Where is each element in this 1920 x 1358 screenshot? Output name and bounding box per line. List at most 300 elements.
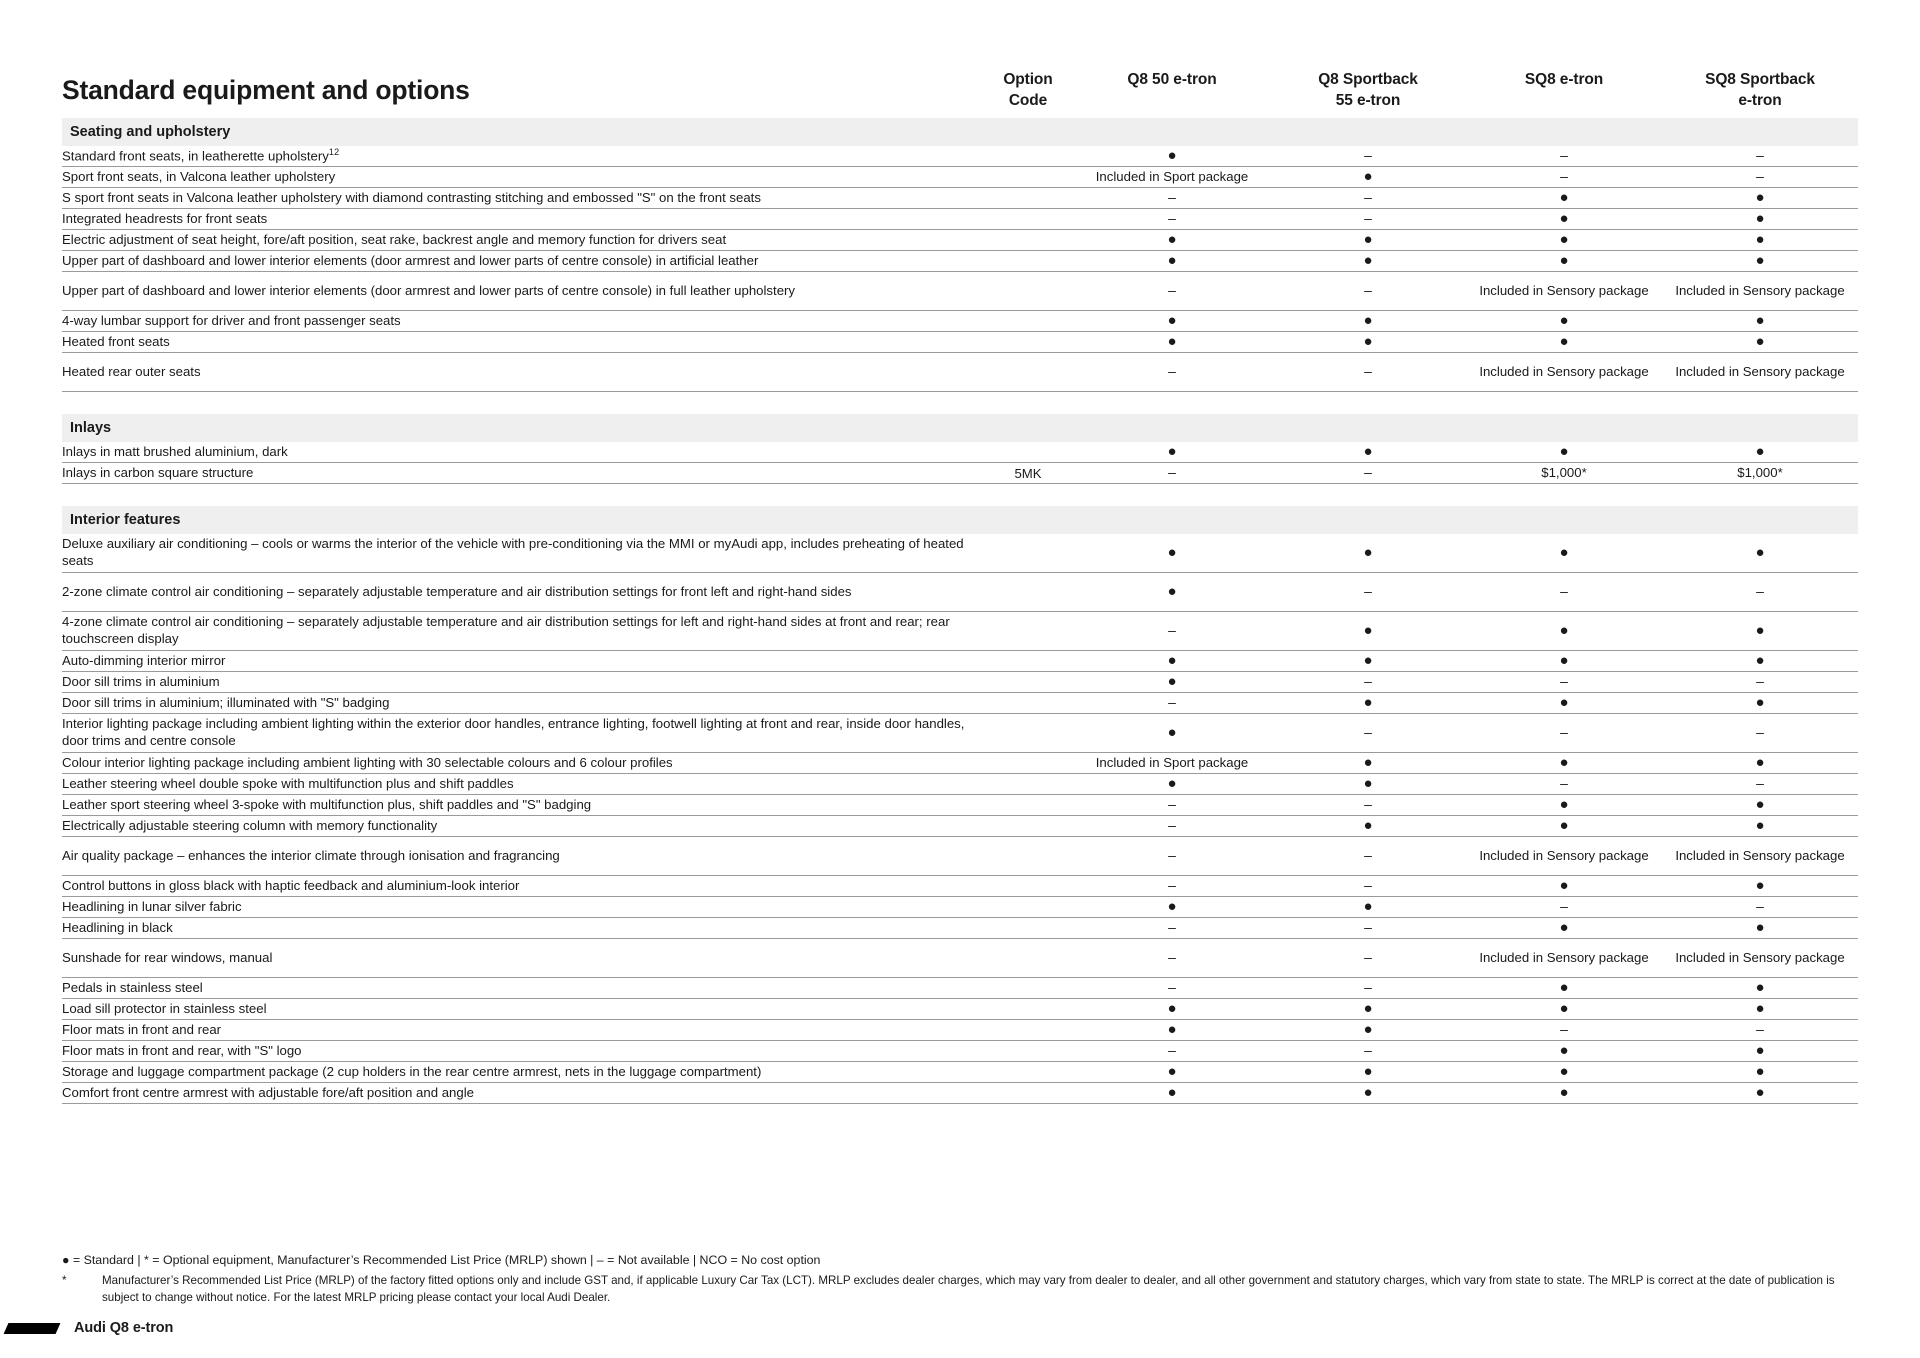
availability-cell xyxy=(1466,311,1662,332)
feature-description-text: Upper part of dashboard and lower interior elements (door armrest and lower parts of centre console) in artificial leather xyxy=(62,252,759,268)
not-available-dash-icon: – xyxy=(1364,147,1372,164)
option-code-cell: 5MK xyxy=(982,463,1074,484)
availability-note: Included in Sensory package xyxy=(1675,847,1845,863)
column-headers xyxy=(982,70,1858,118)
standard-dot-icon: ● xyxy=(1167,723,1177,741)
feature-description-text: Floor mats in front and rear, with "S" logo xyxy=(62,1042,302,1058)
feature-description xyxy=(62,795,982,816)
not-available-dash-icon: – xyxy=(1756,898,1764,915)
not-available-dash-icon: – xyxy=(1364,583,1372,600)
availability-cell xyxy=(1466,918,1662,939)
table-row xyxy=(62,837,1858,876)
availability-cell xyxy=(1662,837,1858,876)
availability-note: $1,000* xyxy=(1737,464,1783,480)
availability-cell xyxy=(1466,651,1662,672)
availability-note: Included in Sensory package xyxy=(1479,282,1649,298)
availability-cell xyxy=(1074,1062,1270,1083)
availability-cell xyxy=(1466,353,1662,392)
availability-cell xyxy=(1270,978,1466,999)
standard-dot-icon: ● xyxy=(1363,311,1373,329)
standard-dot-icon: ● xyxy=(1755,999,1765,1017)
standard-dot-icon: ● xyxy=(1755,753,1765,771)
availability-cell xyxy=(1466,534,1662,573)
legend-text: ● = Standard | * = Optional equipment, Manufacturer’s Recommended List Price (MRLP) shown | – = Not available | NCO = No cost option xyxy=(62,1253,821,1268)
standard-dot-icon: ● xyxy=(1559,1083,1569,1101)
availability-cell xyxy=(1270,693,1466,714)
standard-dot-icon: ● xyxy=(1559,251,1569,269)
table-row xyxy=(62,816,1858,837)
standard-dot-icon: ● xyxy=(1559,693,1569,711)
availability-cell xyxy=(1466,612,1662,651)
feature-description-text: Standard front seats, in leatherette upholstery xyxy=(62,148,329,164)
table-row xyxy=(62,753,1858,774)
availability-cell xyxy=(1662,573,1858,612)
option-code-cell xyxy=(982,251,1074,272)
option-code-cell xyxy=(982,1020,1074,1041)
availability-cell xyxy=(1662,816,1858,837)
standard-dot-icon: ● xyxy=(1559,230,1569,248)
standard-dot-icon: ● xyxy=(1559,1041,1569,1059)
table-row xyxy=(62,272,1858,311)
feature-description xyxy=(62,311,982,332)
standard-dot-icon: ● xyxy=(1559,753,1569,771)
availability-cell xyxy=(1270,209,1466,230)
option-code-cell xyxy=(982,651,1074,672)
standard-dot-icon: ● xyxy=(1363,621,1373,639)
standard-dot-icon: ● xyxy=(1559,978,1569,996)
availability-cell xyxy=(1662,651,1858,672)
table-row xyxy=(62,774,1858,795)
standard-dot-icon: ● xyxy=(1167,897,1177,915)
standard-dot-icon: ● xyxy=(1559,543,1569,561)
feature-description-text: 2-zone climate control air conditioning – separately adjustable temperature and air distribution settings for front left and right-hand sides xyxy=(62,583,852,599)
availability-cell xyxy=(1074,795,1270,816)
specification-table xyxy=(62,118,1858,1104)
not-available-dash-icon: – xyxy=(1364,796,1372,813)
brand-model-name: Audi Q8 e-tron xyxy=(74,1320,174,1336)
table-row xyxy=(62,332,1858,353)
availability-cell xyxy=(1662,918,1858,939)
availability-cell xyxy=(1662,230,1858,251)
not-available-dash-icon: – xyxy=(1364,724,1372,741)
not-available-dash-icon: – xyxy=(1168,847,1176,864)
availability-cell xyxy=(1662,353,1858,392)
feature-description xyxy=(62,978,982,999)
availability-cell xyxy=(1466,1020,1662,1041)
option-code-cell xyxy=(982,442,1074,463)
standard-dot-icon: ● xyxy=(1559,795,1569,813)
standard-dot-icon: ● xyxy=(1363,897,1373,915)
option-code-cell xyxy=(982,876,1074,897)
page-header xyxy=(62,0,1858,118)
standard-dot-icon: ● xyxy=(1755,188,1765,206)
table-row xyxy=(62,1062,1858,1083)
feature-description-text: Inlays in matt brushed aluminium, dark xyxy=(62,443,288,459)
standard-dot-icon: ● xyxy=(1363,543,1373,561)
availability-cell xyxy=(1074,816,1270,837)
standard-dot-icon: ● xyxy=(1363,774,1373,792)
feature-description-text: Floor mats in front and rear xyxy=(62,1021,222,1037)
table-row xyxy=(62,353,1858,392)
vehicle-3-line1: SQ8 Sportback xyxy=(1705,71,1815,89)
option-code-cell xyxy=(982,1062,1074,1083)
availability-cell xyxy=(1466,442,1662,463)
feature-description-text: 4-zone climate control air conditioning – separately adjustable temperature and air distribution settings for left and right-hand sides at front and rear; rear touchscreen display xyxy=(62,614,950,646)
feature-description xyxy=(62,837,982,876)
availability-cell xyxy=(1270,1041,1466,1062)
column-header-q8-sportback-55-etron xyxy=(1270,70,1466,112)
feature-description-text: Headlining in black xyxy=(62,919,173,935)
availability-cell xyxy=(1074,753,1270,774)
footnote-marker: * xyxy=(62,1274,67,1288)
feature-description-text: Control buttons in gloss black with haptic feedback and aluminium-look interior xyxy=(62,877,520,893)
standard-dot-icon: ● xyxy=(1559,332,1569,350)
feature-description xyxy=(62,999,982,1020)
availability-cell xyxy=(1074,897,1270,918)
availability-cell xyxy=(1270,651,1466,672)
feature-description xyxy=(62,1020,982,1041)
standard-dot-icon: ● xyxy=(1167,651,1177,669)
availability-cell xyxy=(1662,442,1858,463)
availability-cell xyxy=(1270,353,1466,392)
option-code-cell xyxy=(982,999,1074,1020)
standard-dot-icon: ● xyxy=(1755,978,1765,996)
option-code-cell xyxy=(982,272,1074,311)
availability-cell xyxy=(1662,167,1858,188)
standard-dot-icon: ● xyxy=(1363,442,1373,460)
availability-cell xyxy=(1074,612,1270,651)
feature-description xyxy=(62,230,982,251)
availability-cell xyxy=(1074,999,1270,1020)
not-available-dash-icon: – xyxy=(1756,775,1764,792)
feature-description xyxy=(62,876,982,897)
standard-dot-icon: ● xyxy=(1363,1020,1373,1038)
availability-cell xyxy=(1270,774,1466,795)
table-row xyxy=(62,463,1858,484)
feature-description xyxy=(62,463,982,484)
availability-cell xyxy=(1270,1062,1466,1083)
page-title: Standard equipment and options xyxy=(62,75,470,105)
not-available-dash-icon: – xyxy=(1560,775,1568,792)
availability-cell xyxy=(1466,272,1662,311)
standard-dot-icon: ● xyxy=(1559,188,1569,206)
availability-cell xyxy=(1662,714,1858,753)
standard-dot-icon: ● xyxy=(1363,332,1373,350)
not-available-dash-icon: – xyxy=(1364,847,1372,864)
availability-cell xyxy=(1270,714,1466,753)
standard-dot-icon: ● xyxy=(1755,543,1765,561)
feature-description-text: Interior lighting package including ambient lighting within the exterior door handles, entrance lighting, footwell lighting at front and rear, inside door handles, door trims and centre console xyxy=(62,716,965,748)
table-row xyxy=(62,978,1858,999)
feature-description-text: Auto-dimming interior mirror xyxy=(62,652,226,668)
availability-note: Included in Sensory package xyxy=(1479,949,1649,965)
not-available-dash-icon: – xyxy=(1168,464,1176,481)
availability-cell xyxy=(1662,251,1858,272)
option-code-cell xyxy=(982,693,1074,714)
table-row xyxy=(62,876,1858,897)
option-code-cell xyxy=(982,816,1074,837)
availability-cell xyxy=(1074,876,1270,897)
availability-cell xyxy=(1074,146,1270,167)
availability-cell xyxy=(1074,774,1270,795)
table-row xyxy=(62,573,1858,612)
availability-cell xyxy=(1074,534,1270,573)
table-row xyxy=(62,999,1858,1020)
availability-cell xyxy=(1466,999,1662,1020)
section-header xyxy=(62,506,1858,534)
availability-cell xyxy=(1074,1083,1270,1104)
standard-dot-icon: ● xyxy=(1755,251,1765,269)
feature-description xyxy=(62,167,982,188)
table-row xyxy=(62,651,1858,672)
standard-dot-icon: ● xyxy=(1363,167,1373,185)
availability-cell xyxy=(1466,332,1662,353)
option-code-cell xyxy=(982,209,1074,230)
feature-description-text: Comfort front centre armrest with adjustable fore/aft position and angle xyxy=(62,1084,474,1100)
table-row xyxy=(62,311,1858,332)
availability-cell xyxy=(1662,774,1858,795)
table-row xyxy=(62,251,1858,272)
option-code-cell xyxy=(982,573,1074,612)
availability-cell xyxy=(1074,188,1270,209)
availability-cell xyxy=(1662,1062,1858,1083)
availability-cell xyxy=(1074,209,1270,230)
table-row xyxy=(62,1020,1858,1041)
availability-note: Included in Sensory package xyxy=(1479,847,1649,863)
table-row xyxy=(62,918,1858,939)
option-code-cell xyxy=(982,1083,1074,1104)
availability-note: Included in Sport package xyxy=(1095,754,1249,770)
availability-cell xyxy=(1270,612,1466,651)
standard-dot-icon: ● xyxy=(1363,251,1373,269)
not-available-dash-icon: – xyxy=(1168,363,1176,380)
feature-description-text: S sport front seats in Valcona leather upholstery with diamond contrasting stitching and embossed "S" on the front seats xyxy=(62,189,761,205)
not-available-dash-icon: – xyxy=(1560,724,1568,741)
availability-cell xyxy=(1466,209,1662,230)
table-row xyxy=(62,146,1858,167)
option-code-line2: Code xyxy=(1008,92,1048,110)
availability-cell xyxy=(1466,753,1662,774)
table-row xyxy=(62,1041,1858,1062)
not-available-dash-icon: – xyxy=(1168,694,1176,711)
not-available-dash-icon: – xyxy=(1560,673,1568,690)
not-available-dash-icon: – xyxy=(1364,189,1372,206)
standard-dot-icon: ● xyxy=(1363,753,1373,771)
standard-dot-icon: ● xyxy=(1755,230,1765,248)
availability-cell xyxy=(1662,897,1858,918)
standard-dot-icon: ● xyxy=(1755,442,1765,460)
not-available-dash-icon: – xyxy=(1560,898,1568,915)
feature-description-text: Pedals in stainless steel xyxy=(62,979,203,995)
standard-dot-icon: ● xyxy=(1559,918,1569,936)
standard-dot-icon: ● xyxy=(1559,876,1569,894)
section-header-label: Inlays xyxy=(62,414,1858,442)
standard-dot-icon: ● xyxy=(1167,442,1177,460)
standard-dot-icon: ● xyxy=(1167,582,1177,600)
not-available-dash-icon: – xyxy=(1756,168,1764,185)
feature-description-text: Inlays in carbon square structure xyxy=(62,464,254,480)
availability-cell xyxy=(1270,897,1466,918)
not-available-dash-icon: – xyxy=(1168,919,1176,936)
feature-description xyxy=(62,251,982,272)
availability-cell xyxy=(1662,753,1858,774)
feature-description-text: Sunshade for rear windows, manual xyxy=(62,949,273,965)
not-available-dash-icon: – xyxy=(1560,1021,1568,1038)
availability-cell xyxy=(1074,442,1270,463)
availability-cell xyxy=(1270,534,1466,573)
not-available-dash-icon: – xyxy=(1168,979,1176,996)
not-available-dash-icon: – xyxy=(1168,210,1176,227)
feature-description-text: Colour interior lighting package including ambient lighting with 30 selectable colours and 6 colour profiles xyxy=(62,754,673,770)
availability-cell xyxy=(1466,876,1662,897)
availability-note: Included in Sensory package xyxy=(1675,282,1845,298)
availability-cell xyxy=(1466,795,1662,816)
not-available-dash-icon: – xyxy=(1364,210,1372,227)
standard-dot-icon: ● xyxy=(1559,651,1569,669)
option-code-cell xyxy=(982,146,1074,167)
option-code-cell xyxy=(982,311,1074,332)
feature-description-text: Storage and luggage compartment package (2 cup holders in the rear centre armrest, nets in the luggage compartment) xyxy=(62,1063,762,1079)
availability-cell xyxy=(1466,573,1662,612)
not-available-dash-icon: – xyxy=(1364,1042,1372,1059)
option-code-cell xyxy=(982,918,1074,939)
option-code-cell xyxy=(982,714,1074,753)
option-code-cell xyxy=(982,774,1074,795)
availability-cell xyxy=(1270,837,1466,876)
feature-description xyxy=(62,442,982,463)
option-code-cell xyxy=(982,672,1074,693)
not-available-dash-icon: – xyxy=(1168,282,1176,299)
standard-dot-icon: ● xyxy=(1167,1062,1177,1080)
section-header-label: Seating and upholstery xyxy=(62,118,1858,146)
feature-description xyxy=(62,332,982,353)
not-available-dash-icon: – xyxy=(1168,877,1176,894)
vehicle-1-line2: 55 e-tron xyxy=(1335,92,1401,110)
not-available-dash-icon: – xyxy=(1560,168,1568,185)
not-available-dash-icon: – xyxy=(1560,583,1568,600)
availability-cell xyxy=(1074,167,1270,188)
availability-note: Included in Sensory package xyxy=(1479,363,1649,379)
feature-description xyxy=(62,146,982,167)
feature-description xyxy=(62,534,982,573)
feature-description xyxy=(62,897,982,918)
availability-cell xyxy=(1662,612,1858,651)
feature-description xyxy=(62,353,982,392)
standard-dot-icon: ● xyxy=(1363,1083,1373,1101)
section-header xyxy=(62,118,1858,146)
standard-dot-icon: ● xyxy=(1559,999,1569,1017)
option-code-cell xyxy=(982,612,1074,651)
standard-dot-icon: ● xyxy=(1755,209,1765,227)
standard-dot-icon: ● xyxy=(1755,651,1765,669)
feature-description xyxy=(62,672,982,693)
not-available-dash-icon: – xyxy=(1756,147,1764,164)
availability-cell xyxy=(1466,1062,1662,1083)
feature-description xyxy=(62,1041,982,1062)
availability-cell xyxy=(1074,1041,1270,1062)
not-available-dash-icon: – xyxy=(1168,1042,1176,1059)
standard-dot-icon: ● xyxy=(1363,230,1373,248)
feature-description xyxy=(62,693,982,714)
standard-dot-icon: ● xyxy=(1167,543,1177,561)
availability-cell xyxy=(1270,1020,1466,1041)
standard-dot-icon: ● xyxy=(1167,251,1177,269)
feature-description xyxy=(62,1062,982,1083)
availability-cell xyxy=(1270,463,1466,484)
not-available-dash-icon: – xyxy=(1168,796,1176,813)
availability-cell xyxy=(1662,272,1858,311)
availability-cell xyxy=(1466,463,1662,484)
standard-dot-icon: ● xyxy=(1755,693,1765,711)
standard-dot-icon: ● xyxy=(1167,1020,1177,1038)
availability-cell xyxy=(1466,978,1662,999)
standard-dot-icon: ● xyxy=(1755,795,1765,813)
table-row xyxy=(62,1083,1858,1104)
availability-cell xyxy=(1662,876,1858,897)
feature-description xyxy=(62,774,982,795)
standard-dot-icon: ● xyxy=(1755,621,1765,639)
feature-description xyxy=(62,939,982,978)
not-available-dash-icon: – xyxy=(1364,919,1372,936)
table-row xyxy=(62,795,1858,816)
not-available-dash-icon: – xyxy=(1168,622,1176,639)
section-header xyxy=(62,414,1858,442)
standard-dot-icon: ● xyxy=(1755,332,1765,350)
standard-dot-icon: ● xyxy=(1167,311,1177,329)
not-available-dash-icon: – xyxy=(1364,673,1372,690)
availability-cell xyxy=(1662,146,1858,167)
table-row xyxy=(62,672,1858,693)
vehicle-0-line1: Q8 50 e-tron xyxy=(1127,71,1217,89)
not-available-dash-icon: – xyxy=(1560,147,1568,164)
availability-cell xyxy=(1662,188,1858,209)
not-available-dash-icon: – xyxy=(1364,282,1372,299)
feature-description-text: Headlining in lunar silver fabric xyxy=(62,898,242,914)
standard-dot-icon: ● xyxy=(1755,1041,1765,1059)
feature-description-text: Integrated headrests for front seats xyxy=(62,210,268,226)
availability-cell xyxy=(1270,146,1466,167)
not-available-dash-icon: – xyxy=(1168,949,1176,966)
audi-dash-logo xyxy=(4,1323,61,1334)
standard-dot-icon: ● xyxy=(1363,816,1373,834)
availability-cell xyxy=(1270,442,1466,463)
option-code-cell xyxy=(982,230,1074,251)
not-available-dash-icon: – xyxy=(1168,817,1176,834)
feature-description-text: Upper part of dashboard and lower interior elements (door armrest and lower parts of centre console) in full leather upholstery xyxy=(62,282,796,298)
feature-description-text: Door sill trims in aluminium xyxy=(62,673,220,689)
standard-dot-icon: ● xyxy=(1755,1062,1765,1080)
availability-cell xyxy=(1074,230,1270,251)
availability-cell xyxy=(1270,251,1466,272)
availability-cell xyxy=(1270,753,1466,774)
availability-cell xyxy=(1466,897,1662,918)
availability-cell xyxy=(1662,795,1858,816)
availability-cell xyxy=(1270,167,1466,188)
availability-cell xyxy=(1074,837,1270,876)
not-available-dash-icon: – xyxy=(1756,673,1764,690)
feature-description-text: 4-way lumbar support for driver and front passenger seats xyxy=(62,312,401,328)
table-row xyxy=(62,612,1858,651)
availability-cell xyxy=(1662,693,1858,714)
not-available-dash-icon: – xyxy=(1364,877,1372,894)
standard-dot-icon: ● xyxy=(1167,332,1177,350)
not-available-dash-icon: – xyxy=(1168,189,1176,206)
feature-description xyxy=(62,188,982,209)
availability-cell xyxy=(1074,918,1270,939)
feature-description-text: Leather sport steering wheel 3-spoke with multifunction plus, shift paddles and "S" badging xyxy=(62,796,592,812)
table-row xyxy=(62,442,1858,463)
availability-cell xyxy=(1074,332,1270,353)
